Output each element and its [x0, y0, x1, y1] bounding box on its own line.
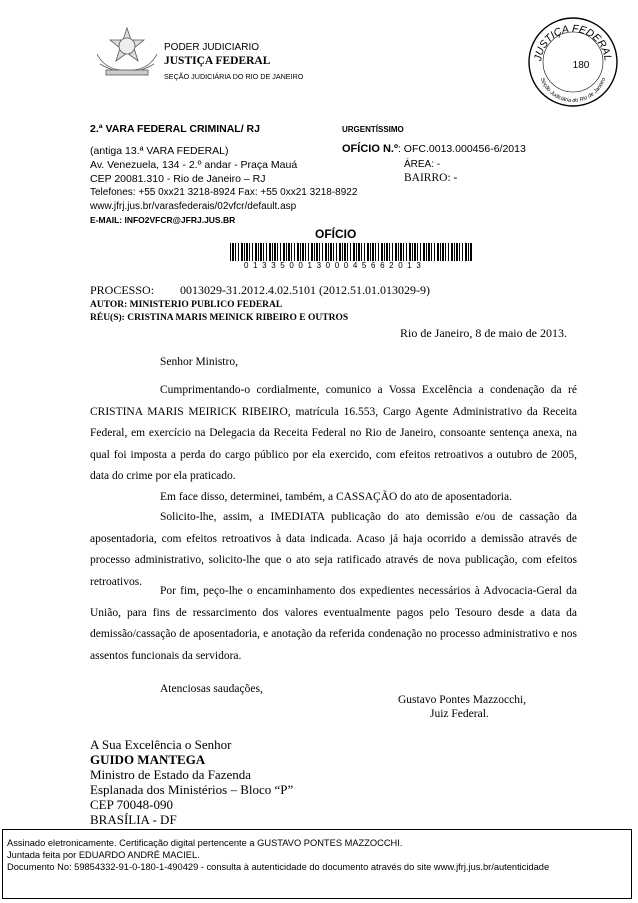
- closing: Atenciosas saudações,: [160, 683, 263, 695]
- vara-email[interactable]: E-MAIL: INFO2VFCR@JFRJ.JUS.BR: [90, 215, 236, 225]
- recipient-line1: A Sua Excelência o Senhor: [90, 737, 232, 752]
- letterhead-justica: JUSTIÇA FEDERAL: [164, 55, 271, 67]
- area-field: ÁREA: -: [404, 159, 441, 170]
- vara-address: Av. Venezuela, 134 - 2.º andar - Praça Mauá: [90, 159, 298, 171]
- processo-label: PROCESSO:: [90, 283, 155, 297]
- svg-text:Seção Judiciária do Rio de Jan: [539, 77, 607, 104]
- urgent-label: URGENTÍSSIMO: [342, 125, 404, 134]
- recipient-city: BRASÍLIA - DF: [90, 812, 177, 827]
- signature-footer: [2, 829, 632, 899]
- stamp-seal-icon: [525, 14, 621, 110]
- footer-line3: Documento No: 59854332-91-0-180-1-490429 - consulta à autenticidade do documento através do site www.jfrj.jus.br/autenticidade: [7, 862, 550, 872]
- vara-phones: Telefones: +55 0xx21 3218-8924 Fax: +55 0xx21 3218-8922: [90, 187, 358, 198]
- vara-cep: CEP 20081.310 - Rio de Janeiro – RJ: [90, 173, 266, 185]
- letterhead-secao: SEÇÃO JUDICIÁRIA DO RIO DE JANEIRO: [164, 72, 304, 81]
- signer-role: Juiz Federal.: [430, 708, 489, 720]
- paragraph-1: Cumprimentando-o cordialmente, comunico a Vossa Excelência a condenação da ré CRISTINA MARIS MEIRICK RIBEIRO, matrícula 16.553, Cargo Agente Administrativo da Receita Federal, em exercício na Delegacia da Receita Federal no Rio de Janeiro, consoante sentença anexa, na qual foi imposta a perda do cargo público por ela exercido, com efeitos retroativos a outubro de 2005, data do crime por ela praticado.: [90, 384, 577, 482]
- stamp-arc-text: JUSTIÇA FEDERAL: [532, 22, 614, 62]
- paragraph-3: Solicito-lhe, assim, a IMEDIATA publicação do ato demissão e/ou de cassação da aposentadoria, com efeitos retroativos à data indicada. Acaso já haja ocorrido a demissão através de processo administrativo, solicito-lhe que o ato seja ratificado através de nova publicação, com efeitos retroativos.: [90, 511, 577, 588]
- barcode-digits: 0 1 3 3 5 0 0 1 3 0 0 0 4 5 6 6 2 0 1 3: [244, 261, 423, 270]
- paragraph-4: Por fim, peço-lhe o encaminhamento dos expedientes necessários à Advocacia-Geral da União, para fins de ressarcimento dos valores eventualmente pagos pelo Tesouro desde a data da demissão/cassação de aposentadoria, e anotação da referida condenação no processo administrativo e nos assentos funcionais da servidora.: [90, 585, 577, 662]
- oficio-label: OFÍCIO N.º: [342, 143, 398, 155]
- footer-line2: Juntada feita por EDUARDO ANDRÉ MACIEL.: [7, 850, 200, 860]
- paragraph-2: Em face disso, determinei, também, a CASSAÇÃO do ato de aposentadoria.: [160, 491, 512, 503]
- vara-website[interactable]: www.jfrj.jus.br/varasfederais/02vfcr/default.asp: [90, 201, 297, 212]
- recipient-role: Ministro de Estado da Fazenda: [90, 767, 252, 782]
- autor-line: AUTOR: MINISTERIO PUBLICO FEDERAL: [90, 300, 283, 310]
- protocol-stamp: [525, 14, 621, 110]
- document-title: OFÍCIO: [315, 227, 357, 241]
- coat-of-arms-icon: [92, 24, 162, 80]
- date-line: Rio de Janeiro, 8 de maio de 2013.: [400, 326, 567, 340]
- reus-line: RÉU(S): CRISTINA MARIS MEINICK RIBEIRO E OUTROS: [90, 313, 349, 323]
- antiga-vara: (antiga 13.ª VARA FEDERAL): [90, 145, 229, 157]
- vara-title: 2.ª VARA FEDERAL CRIMINAL/ RJ: [90, 123, 260, 135]
- barcode: [230, 243, 472, 261]
- salutation: Senhor Ministro,: [160, 356, 238, 368]
- bairro-field: BAIRRO: -: [404, 172, 458, 184]
- recipient-name: GUIDO MANTEGA: [90, 752, 206, 767]
- footer-line1: Assinado eletronicamente. Certificação digital pertencente a GUSTAVO PONTES MAZZOCCHI.: [7, 838, 403, 848]
- oficio-number-line: [342, 143, 526, 155]
- recipient-cep: CEP 70048-090: [90, 797, 173, 812]
- stamp-bottom-text: Seção Judiciária do Rio de Janeiro: [538, 77, 608, 105]
- stamp-number: 180: [572, 60, 590, 71]
- signer-name: Gustavo Pontes Mazzocchi,: [398, 694, 527, 706]
- recipient-address: Esplanada dos Ministérios – Bloco “P”: [90, 782, 294, 797]
- processo-number: 0013029-31.2012.4.02.5101 (2012.51.01.013029-9): [180, 283, 430, 297]
- oficio-number: : OFC.0013.000456-6/2013: [397, 143, 526, 155]
- letterhead-poder: PODER JUDICIARIO: [164, 42, 260, 53]
